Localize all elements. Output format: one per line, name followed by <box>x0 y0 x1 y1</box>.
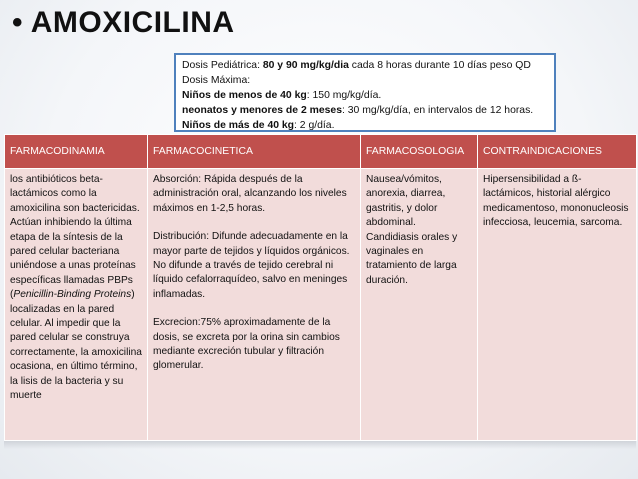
dosis-line-mas-40: Niños de más de 40 kg: 2 g/día. <box>182 120 335 131</box>
dosis-line-neonatos: neonatos y menores de 2 meses: 30 mg/kg/día, en intervalos de 12 horas. <box>182 105 534 116</box>
cell-farmacocinetica <box>148 169 361 441</box>
farmacocinetica-distribucion: Distribución: Difunde adecuadamente en la mayor parte de tejidos y líquidos orgánicos. No difunde a través de tejido cerebral ni líquido cefalorraquídeo, salvo en meninges inflamadas. <box>153 231 350 300</box>
drug-info-table <box>4 134 637 441</box>
dosis-line-pediatrica: Dosis Pediátrica: 80 y 90 mg/kg/dia cada 8 horas durante 10 días peso QD <box>182 60 531 71</box>
table-shadow <box>4 441 636 449</box>
dosis-line-menos-40: Niños de menos de 40 kg: 150 mg/kg/día. <box>182 90 382 101</box>
header-farmacosologia: FARMACOSOLOGIA <box>361 135 478 169</box>
dosis-line-maxima: Dosis Máxima: <box>182 75 251 86</box>
header-farmacodinamia: FARMACODINAMIA <box>5 135 148 169</box>
farmacocinetica-excrecion: Excrecion:75% aproximadamente de la dosis, se excreta por la orina sin cambios mediante excreción tubular y filtración glomerular. <box>153 317 340 372</box>
header-farmacocinetica: FARMACOCINETICA <box>148 135 361 169</box>
cell-contraindicaciones: Hipersensibilidad a ß-lactámicos, historial alérgico medicamentoso, mononucleosis infecciosa, leucemia, sarcoma. <box>478 169 637 441</box>
dosis-box <box>174 53 556 132</box>
page-title: • AMOXICILINA <box>12 6 235 39</box>
table-header-row <box>5 135 637 169</box>
table-row <box>5 169 637 441</box>
farmacocinetica-absorcion: Absorción: Rápida después de la administración oral, alcanzando los niveles máximos en 1-2,5 horas. <box>153 174 347 214</box>
cell-farmacodinamia: los antibióticos beta-lactámicos como la amoxicilina son bactericidas. Actúan inhibiendo la última etapa de la síntesis de la pared celular bacteriana uniéndose a unas proteínas específicas llamadas PBPs (Penicillin-Binding Proteins) localizadas en la pared celular. Al impedir que la pared celular se construya correctamente, la amoxicilina ocasiona, en último término, la lisis de la bacteria y su muerte <box>5 169 148 441</box>
header-contraindicaciones: CONTRAINDICACIONES <box>478 135 637 169</box>
cell-farmacosologia: Nausea/vómitos, anorexia, diarrea, gastritis, y dolor abdominal. Candidiasis orales y vaginales en tratamiento de larga duración. <box>361 169 478 441</box>
